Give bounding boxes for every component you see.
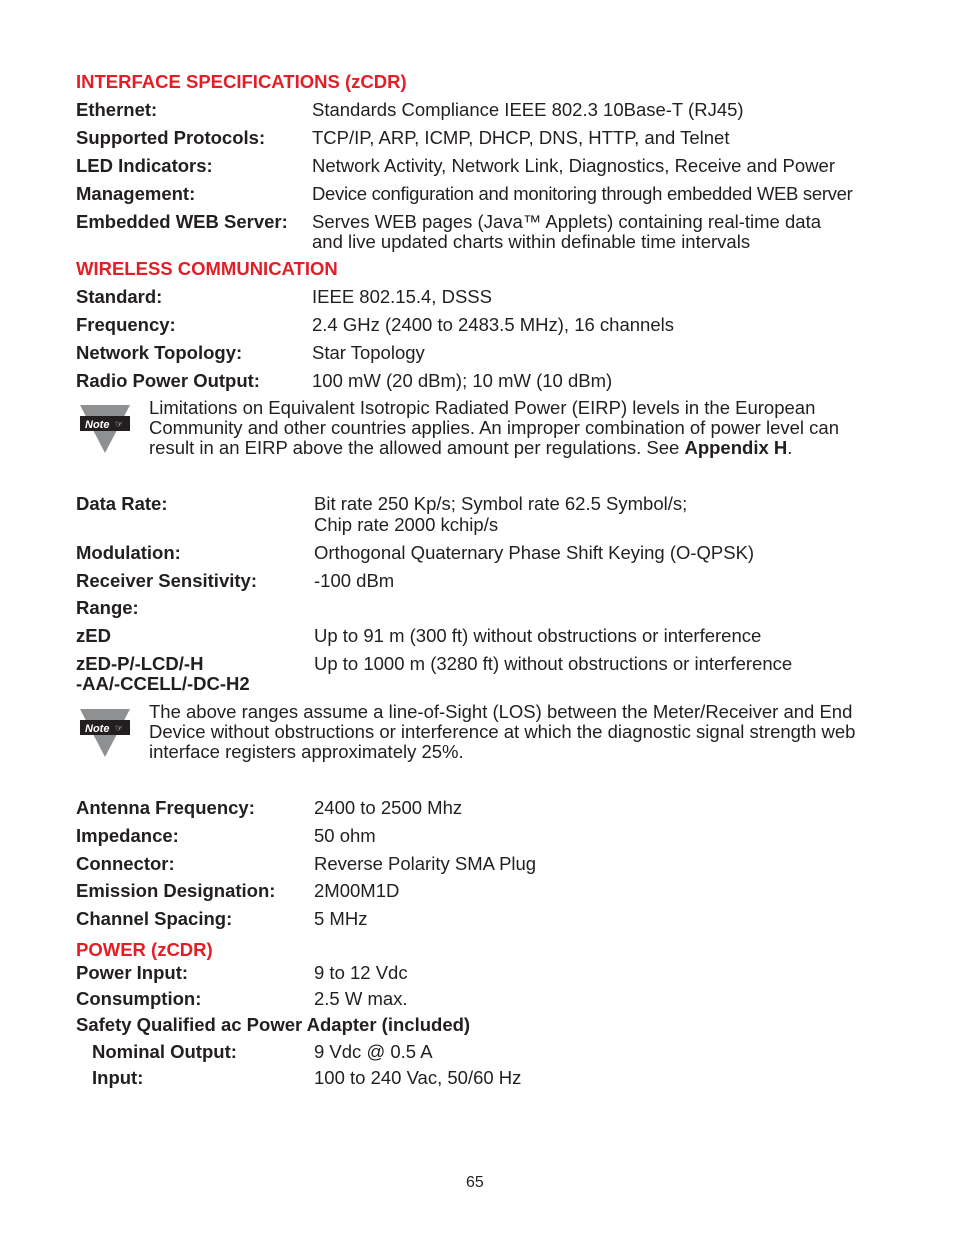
adapter-input-label: Input: (92, 1067, 144, 1088)
zedp-value: Up to 1000 m (3280 ft) without obstructions or interference (314, 653, 793, 674)
sensitivity-value: -100 dBm (314, 570, 395, 591)
impedance-label: Impedance: (76, 825, 179, 846)
adapter-input-value: 100 to 240 Vac, 50/60 Hz (314, 1067, 522, 1088)
channel-spacing-value: 5 MHz (314, 908, 368, 929)
eirp-note-text: Limitations on Equivalent Isotropic Radiated Power (EIRP) levels in the European Community and other countries applies. An improper combination of power level can result in an EIRP above the allowed amount per regulations. See Appendix H. (149, 397, 840, 458)
power-heading: POWER (zCDR) (76, 939, 213, 960)
protocols-value: TCP/IP, ARP, ICMP, DHCP, DNS, HTTP, and Telnet (312, 127, 730, 148)
svg-text:Note: Note (85, 419, 110, 431)
modulation-value: Orthogonal Quaternary Phase Shift Keying (O-QPSK) (314, 542, 755, 563)
nominal-output-label: Nominal Output: (92, 1041, 237, 1062)
zed-value: Up to 91 m (300 ft) without obstructions or interference (314, 625, 762, 646)
frequency-label: Frequency: (76, 314, 176, 335)
standard-label: Standard: (76, 286, 163, 307)
appendix-h-ref: Appendix H (684, 437, 788, 458)
web-server-value-line1: Serves WEB pages (Java™ Applets) containing real-time data (312, 211, 821, 232)
range-label: Range: (76, 597, 139, 618)
web-server-value-line2: and live updated charts within definable time intervals (312, 231, 751, 252)
wireless-heading: WIRELESS COMMUNICATION (76, 258, 338, 279)
web-server-label: Embedded WEB Server: (76, 211, 288, 232)
page-number: 65 (466, 1174, 484, 1191)
zedp-label-line2: -AA/-CCELL/-DC-H2 (76, 673, 250, 694)
topology-label: Network Topology: (76, 342, 243, 363)
note-icon (80, 706, 130, 758)
modulation-label: Modulation: (76, 542, 181, 563)
protocols-label: Supported Protocols: (76, 127, 266, 148)
sensitivity-label: Receiver Sensitivity: (76, 570, 257, 591)
topology-value: Star Topology (312, 342, 425, 363)
range-note-text: The above ranges assume a line-of-Sight (LOS) between the Meter/Receiver and End Device without obstructions or interference at which the diagnostic signal strength web interface registers approximately 25%. (149, 701, 856, 762)
led-label: LED Indicators: (76, 155, 213, 176)
radio-power-label: Radio Power Output: (76, 370, 260, 391)
management-label: Management: (76, 183, 196, 204)
svg-text:☞: ☞ (115, 420, 124, 430)
antenna-frequency-label: Antenna Frequency: (76, 797, 255, 818)
data-rate-value-line1: Bit rate 250 Kp/s; Symbol rate 62.5 Symbol/s; (314, 493, 688, 514)
antenna-frequency-value: 2400 to 2500 Mhz (314, 797, 463, 818)
connector-value: Reverse Polarity SMA Plug (314, 853, 537, 874)
emission-value: 2M00M1D (314, 880, 400, 901)
standard-value: IEEE 802.15.4, DSSS (312, 286, 492, 307)
zed-label: zED (76, 625, 111, 646)
svg-text:Note: Note (85, 723, 110, 735)
data-rate-label: Data Rate: (76, 493, 168, 514)
interface-heading: INTERFACE SPECIFICATIONS (zCDR) (76, 71, 407, 92)
channel-spacing-label: Channel Spacing: (76, 908, 233, 929)
radio-power-value: 100 mW (20 dBm); 10 mW (10 dBm) (312, 370, 613, 391)
ethernet-value: Standards Compliance IEEE 802.3 10Base-T (RJ45) (312, 99, 744, 120)
frequency-value: 2.4 GHz (2400 to 2483.5 MHz), 16 channels (312, 314, 674, 335)
impedance-value: 50 ohm (314, 825, 376, 846)
consumption-label: Consumption: (76, 988, 202, 1009)
data-rate-value-line2: Chip rate 2000 kchip/s (314, 514, 499, 535)
management-value: Device configuration and monitoring through embedded WEB server (312, 183, 853, 204)
svg-text:☞: ☞ (115, 724, 124, 734)
emission-label: Emission Designation: (76, 880, 276, 901)
power-input-value: 9 to 12 Vdc (314, 962, 408, 983)
adapter-heading: Safety Qualified ac Power Adapter (included) (76, 1014, 471, 1035)
ethernet-label: Ethernet: (76, 99, 158, 120)
consumption-value: 2.5 W max. (314, 988, 408, 1009)
note-icon (80, 402, 130, 454)
zedp-label-line1: zED-P/-LCD/-H (76, 653, 204, 674)
nominal-output-value: 9 Vdc @ 0.5 A (314, 1041, 433, 1062)
led-value: Network Activity, Network Link, Diagnostics, Receive and Power (312, 155, 835, 176)
connector-label: Connector: (76, 853, 175, 874)
power-input-label: Power Input: (76, 962, 189, 983)
